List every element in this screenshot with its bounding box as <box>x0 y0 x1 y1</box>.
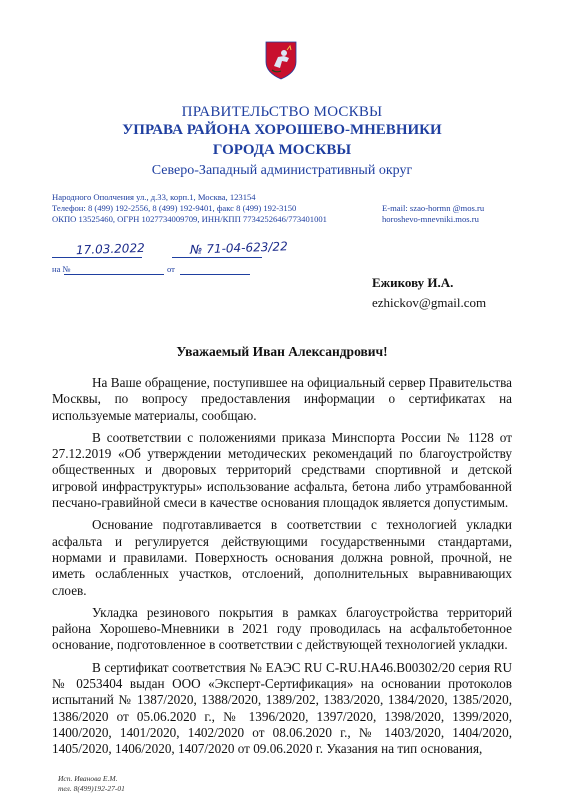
address-line: Народного Ополчения ул., д.33, корп.1, Москва, 123154 <box>52 192 256 202</box>
date-underline <box>52 257 142 258</box>
paragraph-rubber-coating: Укладка резинового покрытия в рамках благоустройства территорий района Хорошево-Мневники в 2021 году проводилась на асфальтобетонное основание, подготовленное в соответствии с действующей технологией укладки. <box>52 604 512 653</box>
paragraph-intro: На Ваше обращение, поступившее на официальный сервер Правительства Москвы, по вопросу предоставления информации о сертификатах на используемые материалы, сообщаю. <box>52 375 512 423</box>
executor-phone: тел. 8(499)192-27-01 <box>58 784 125 793</box>
contact-block <box>52 192 522 225</box>
executor-name: Исп. Иванова Е.М. <box>58 774 118 783</box>
paragraph-regulation: В соответствии с положениями приказа Минспорта России № 1128 от 27.12.2019 «Об утверждении методических рекомендаций по благоустройству общественных и дворовых территорий средствами спортивной и детской игровой инфраструктуры» использование асфальта, бетона либо утрамбованной песчано-гравийной смеси в качестве основания площадок является допустимым. <box>52 429 512 511</box>
executor-footer <box>58 774 125 794</box>
ref-date-underline <box>180 274 250 275</box>
ref-date-label: от <box>167 264 175 274</box>
email-line: E-mail: szao-hormn @mos.ru <box>382 203 485 213</box>
website-line: horoshevo-mnevniki.mos.ru <box>382 214 479 224</box>
addressee-name: Ежикову И.А. <box>372 275 454 290</box>
number-underline <box>172 257 262 258</box>
paragraph-base: Основание подготавливается в соответствии с технологией укладки асфальта и регулируется действующими государственными стандартами, нормами и правилами. Поверхность основания должна ровной, прочной, не иметь ослабленных участков, отслоений, дополнительных выравнивающих слоев. <box>52 517 512 598</box>
phone-line: Телефон: 8 (499) 192-2556, 8 (499) 192-9401, факс 8 (499) 192-3150 <box>52 203 297 213</box>
registration-number-handwritten: № 71-04-623/22 <box>189 239 288 257</box>
letter-body <box>52 375 512 764</box>
header-government: ПРАВИТЕЛЬСТВО МОСКВЫ <box>181 104 383 120</box>
paragraph-certificate: В сертификат соответствия № ЕАЭС RU C-RU.HA46.B00302/20 серия RU № 0253404 выдан ООО «Эксперт-Сертификация» на основании протоколов испытаний № 1387/2020, 1388/2020, 1389/202, 1383/2020, 1384/2020, 1385/2020, 1386/2020 от 05.06.2020 г., № 1396/2020, 1397/2020, 1398/2020, 1399/2020, 1400/2020, 1401/2020, 1402/2020 от 08.06.2020 г., № 1403/2020, 1404/2020, 1405/2020, 1406/2020, 1407/2020 от 09.06.2020 г. Указания на тип основания, <box>52 659 512 757</box>
registration-date-handwritten: 17.03.2022 <box>75 240 145 258</box>
header-city: ГОРОДА МОСКВЫ <box>212 142 352 158</box>
ref-number-underline <box>64 274 164 275</box>
salutation: Уважаемый Иван Александрович! <box>176 344 388 359</box>
addressee-email: ezhickov@gmail.com <box>372 295 487 310</box>
moscow-coat-of-arms-icon <box>264 40 298 80</box>
ref-number-label: на № <box>52 264 71 274</box>
header-okrug: Северо-Западный административный округ <box>151 163 413 178</box>
codes-line: ОКПО 13525460, ОГРН 1027734009709, ИНН/КПП 7734252646/773401001 <box>52 214 327 224</box>
addressee-block <box>372 275 486 311</box>
header-district-council: УПРАВА РАЙОНА ХОРОШЕВО-МНЕВНИКИ <box>122 122 442 138</box>
